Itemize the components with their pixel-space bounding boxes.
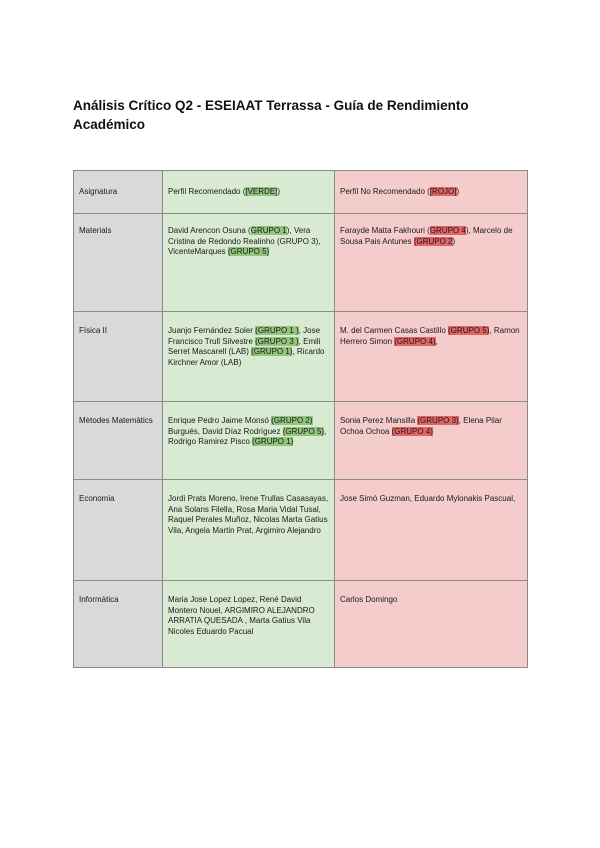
cell-text: , Ramon Herrero Simon (340, 326, 520, 346)
cell-text: , Rodrigo Ramirez Pisco (168, 426, 327, 446)
cell-text: Burgués, David Díaz Rodríguez (168, 426, 283, 436)
cell-text: , (435, 336, 438, 346)
not-recommended-cell (335, 480, 528, 581)
cell-text: Jose Simó Guzman, Eduardo Mylonakis Pascual, (340, 494, 516, 503)
performance-table (73, 170, 528, 668)
table-row (74, 581, 528, 668)
cell-text: , Ricardo Kirchner Amor (LAB) (168, 347, 325, 367)
group-highlight-green: GRUPO 1 (250, 226, 287, 235)
recommended-cell (163, 214, 335, 312)
header-recommended: Perfil Recomendado ([VERDE]) (163, 171, 335, 214)
group-highlight-red: GRUPO 4 (429, 226, 466, 235)
group-highlight-green: (GRUPO 5) (227, 247, 270, 256)
cell-text: , Elena Pilar Ochoa Ochoa (340, 416, 502, 436)
group-highlight-red: (GRUPO 4) (391, 426, 433, 436)
not-recommended-cell (335, 214, 528, 312)
group-highlight-green: (GRUPO 1) (252, 437, 294, 446)
cell-text: Juanjo Fernández Soler (168, 326, 256, 335)
group-highlight-green: (GRUPO 2) (271, 416, 313, 425)
table-row (74, 480, 528, 581)
table-header-row (74, 171, 528, 214)
subject-cell: Mètodes Matemàtics (74, 402, 163, 480)
cell-text: Jordi Prats Moreno, Irene Trullas Casasayas, Ana Solans Filella, Rosa Maria Vidal Tusal, Raquel Perales Muñoz, Nicolas Marta Gatius Vila, Angela Martin Prat, Argimiro Alejandro (168, 494, 329, 535)
cell-text: Enrique Pedro Jaime Monsó (168, 416, 272, 425)
cell-text: ) (452, 236, 456, 246)
cell-text: Sonia Perez Mansilla (340, 416, 418, 425)
group-highlight-green: (GRUPO 1) (251, 347, 293, 356)
cell-text: ), VicenteMarques (168, 236, 321, 256)
group-highlight-red: (GRUPO 2 (413, 236, 453, 246)
group-highlight-red: (GRUPO 5) (448, 326, 490, 335)
document-title: Análisis Crítico Q2 - ESEIAAT Terrassa - Guía de Rendimiento Académico (73, 98, 469, 132)
header-subject: Asignatura (74, 171, 163, 214)
not-recommended-cell (335, 402, 528, 480)
recommended-cell (163, 480, 335, 581)
header-not-recommended: Perfil No Recomendado ([ROJO]) (335, 171, 528, 214)
cell-text: , Jose Francisco Trull Silvestre (168, 326, 321, 346)
group-highlight-green: (GRUPO 3 ) (255, 336, 299, 346)
group-highlight-green: (GRUPO 1 ) (255, 326, 299, 335)
cell-text: Carlos Domingo (340, 595, 398, 604)
cell-text: GRUPO 3 (279, 236, 316, 246)
subject-cell: Economia (74, 480, 163, 581)
tag-verde: [VERDE] (245, 186, 278, 196)
not-recommended-cell (335, 312, 528, 402)
cell-text: ), Vera Cristina de Redondo Realinho ( (168, 226, 311, 246)
cell-text: , Emili Serret Mascarell (LAB) (168, 336, 321, 356)
group-highlight-green: (GRUPO 5) (282, 426, 325, 436)
tag-rojo: [ROJO] (429, 186, 457, 196)
cell-text: Farayde Matta Fakhouri ( (340, 226, 430, 235)
cell-text: Maria Jose Lopez Lopez, René David Montero Nouel, ARGIMIRO ALEJANDRO ARRATIA QUESADA , Marta Gatius Vila Nicoles Eduardo Pacual (168, 595, 315, 636)
group-highlight-red: (GRUPO 4) (394, 336, 436, 346)
subject-cell: Informàtica (74, 581, 163, 668)
table-row (74, 214, 528, 312)
recommended-cell (163, 402, 335, 480)
cell-text: M. del Carmen Casas Castillo (340, 326, 449, 335)
table-row (74, 402, 528, 480)
recommended-cell (163, 581, 335, 668)
recommended-cell (163, 312, 335, 402)
group-highlight-red: (GRUPO 3) (417, 416, 459, 425)
subject-cell: Materials (74, 214, 163, 312)
cell-text: David Arencon Osuna ( (168, 226, 251, 235)
subject-cell: Física II (74, 312, 163, 402)
cell-text: ), Marcelo de Sousa Pais Antunes (340, 226, 513, 246)
table-row (74, 312, 528, 402)
not-recommended-cell (335, 581, 528, 668)
